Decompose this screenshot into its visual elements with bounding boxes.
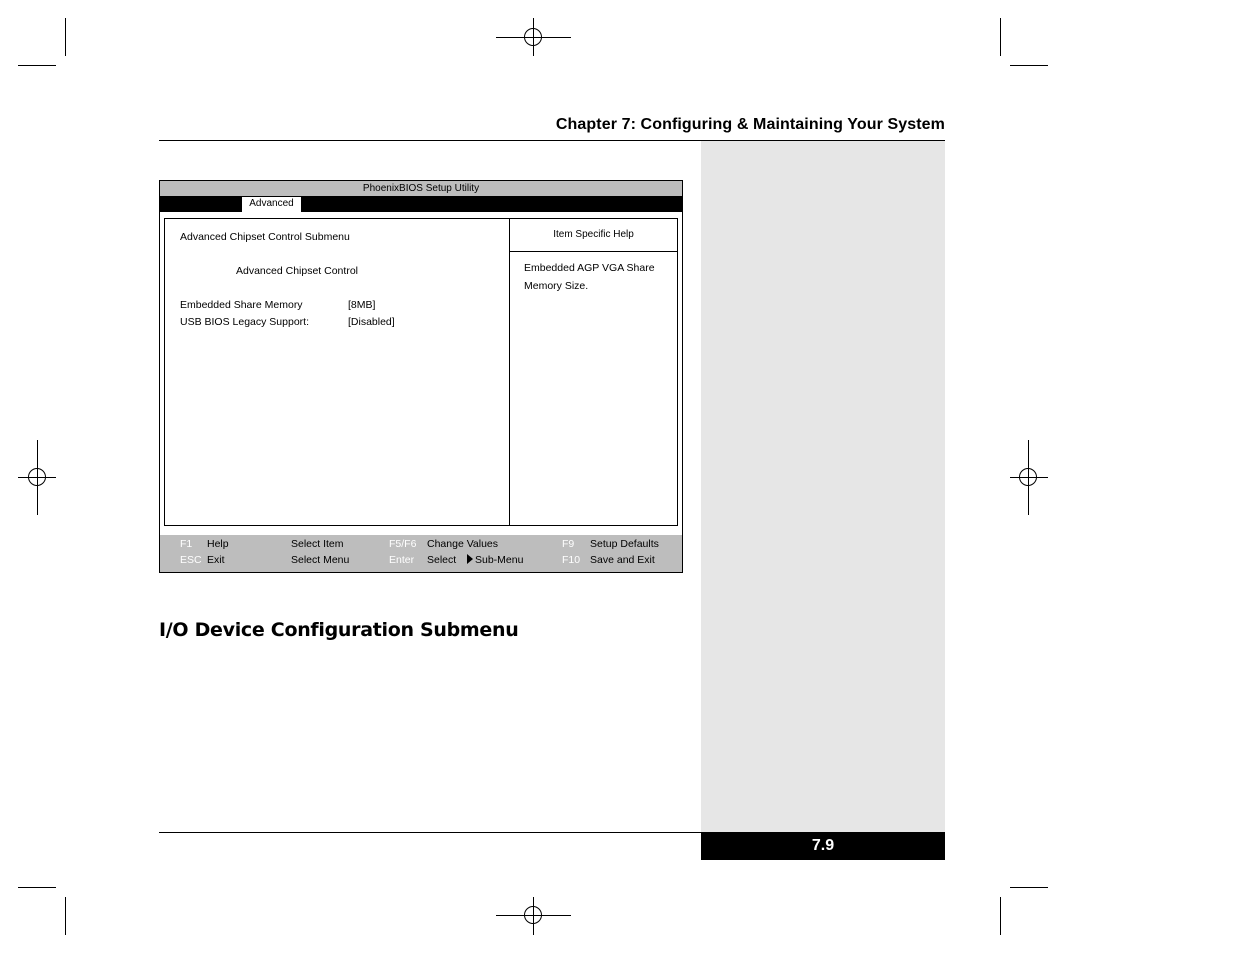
key-exit-label: Exit (207, 554, 225, 566)
embedded-share-memory-value[interactable]: [8MB] (348, 299, 376, 311)
key-save-and-exit-label: Save and Exit (590, 554, 655, 566)
key-f5-f6: F5/F6 (389, 538, 417, 550)
crop-mark (18, 887, 56, 888)
page-number: 7.9 (701, 832, 945, 860)
setting-label: USB BIOS Legacy Support: (180, 316, 309, 328)
crop-mark (1000, 18, 1001, 56)
key-submenu-label (467, 554, 523, 566)
sidebar-panel (701, 141, 945, 832)
crop-mark (1000, 897, 1001, 935)
key-f9: F9 (562, 538, 575, 550)
section-heading: I/O Device Configuration Submenu (159, 619, 519, 641)
crop-mark (1010, 65, 1048, 66)
key-esc: ESC (180, 554, 202, 566)
key-setup-defaults-label: Setup Defaults (590, 538, 659, 550)
key-f1: F1 (180, 538, 193, 550)
registration-mark (524, 28, 542, 46)
key-change-values-label: Change Values (427, 538, 499, 550)
registration-mark (1019, 468, 1037, 486)
crop-mark (1010, 887, 1048, 888)
bios-help-panel (509, 218, 678, 526)
footer-rule (159, 832, 701, 833)
bios-key-legend (160, 535, 682, 572)
setting-label: Embedded Share Memory (180, 299, 303, 311)
key-select-item-label: Select Item (291, 538, 344, 550)
play-arrow-icon (467, 554, 473, 564)
bios-title: PhoenixBIOS Setup Utility (160, 181, 682, 196)
key-help-label: Help (207, 538, 229, 550)
tab-advanced[interactable]: Advanced (242, 197, 301, 212)
submenu-text: Sub-Menu (475, 554, 524, 566)
key-select-menu-label: Select Menu (291, 554, 350, 566)
crop-mark (65, 18, 66, 56)
bios-menubar (160, 196, 682, 212)
key-f10: F10 (562, 554, 581, 566)
section-title: Advanced Chipset Control (236, 265, 358, 277)
header-rule (159, 140, 945, 141)
registration-mark (28, 468, 46, 486)
crop-mark (65, 897, 66, 935)
key-enter: Enter (389, 554, 415, 566)
key-select-label: Select (427, 554, 457, 566)
bios-main-panel (164, 218, 510, 526)
registration-mark (524, 906, 542, 924)
bios-screenshot (159, 180, 683, 573)
usb-bios-legacy-support-value[interactable]: [Disabled] (348, 316, 395, 328)
crop-mark (18, 65, 56, 66)
help-text: Embedded AGP VGA Share Memory Size. (524, 262, 655, 292)
chapter-title: Chapter 7: Configuring & Maintaining Your System (555, 116, 945, 133)
submenu-title: Advanced Chipset Control Submenu (180, 231, 350, 243)
help-heading: Item Specific Help (510, 219, 677, 252)
